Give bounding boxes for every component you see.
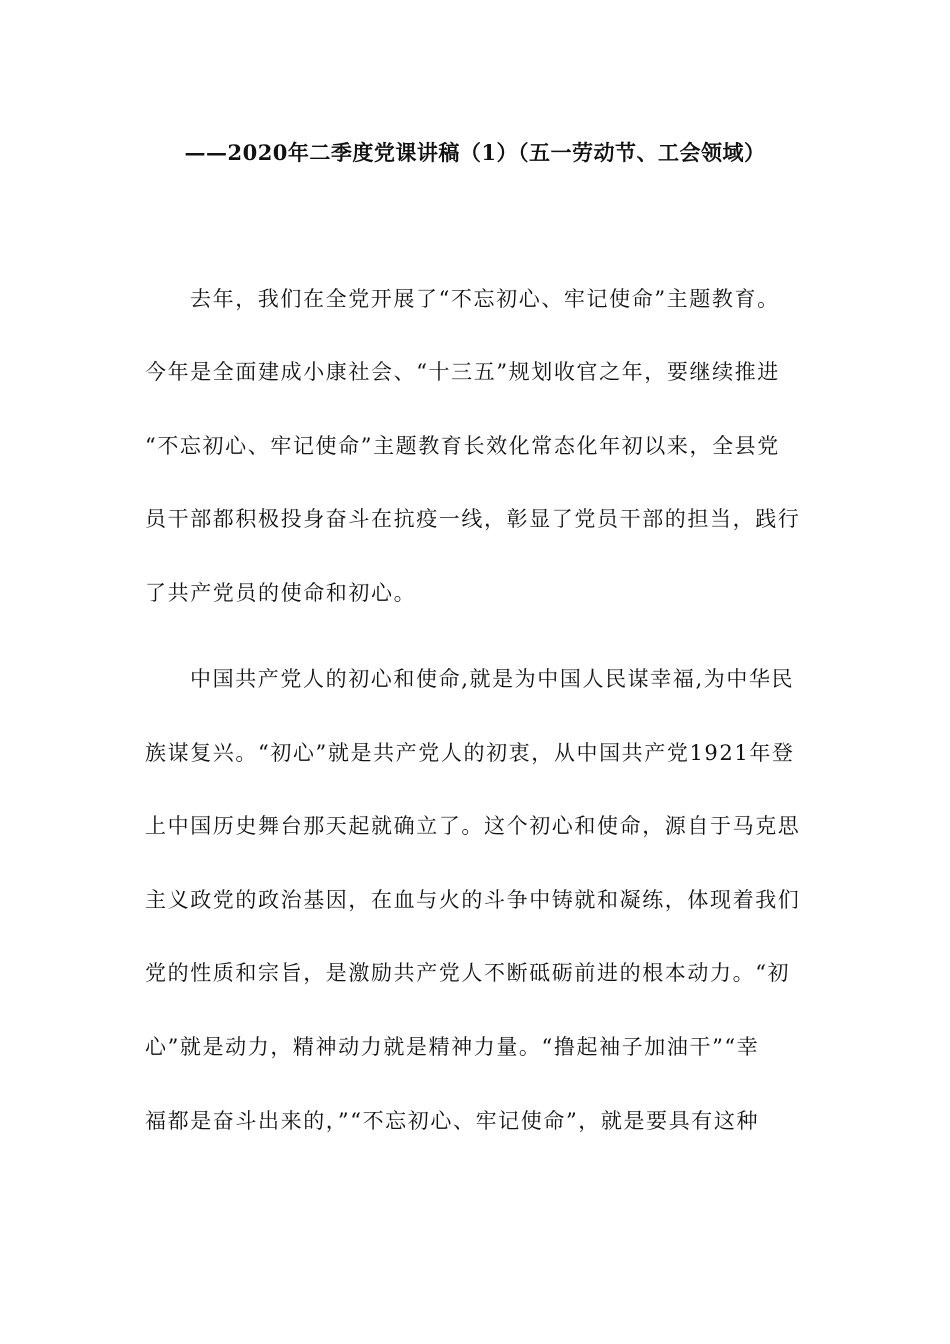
paragraph-line: 主义政党的政治基因，在血与火的斗争中铸就和凝练，体现着我们 bbox=[145, 888, 801, 912]
paragraph-line: 族谋复兴。“初心”就是共产党人的初衷，从中国共产党1921年登 bbox=[145, 741, 795, 765]
paragraph-line: 去年，我们在全党开展了“不忘初心、牢记使命”主题教育。 bbox=[190, 287, 780, 311]
paragraph-line: 福都是奋斗出来的，”“不忘初心、牢记使命”，就是要具有这种 bbox=[145, 1109, 760, 1133]
paragraph-line: 员干部都积极投身奋斗在抗疫一线，彰显了党员干部的担当，践行 bbox=[145, 507, 801, 531]
paragraph-line: 上中国历史舞台那天起就确立了。这个初心和使命，源自于马克思 bbox=[145, 814, 801, 838]
paragraph-line: “不忘初心、牢记使命”主题教育长效化常态化年初以来，全县党 bbox=[145, 434, 780, 458]
paragraph-line: 今年是全面建成小康社会、“十三五”规划收官之年，要继续推进 bbox=[145, 360, 780, 384]
document-title: ——2020年二季度党课讲稿（1）（五一劳动节、工会领域） bbox=[184, 140, 766, 165]
paragraph-line: 心”就是动力，精神动力就是精神力量。“撸起袖子加油干”“幸 bbox=[145, 1035, 760, 1059]
paragraph-line: 了共产党员的使命和初心。 bbox=[145, 581, 417, 605]
paragraph-line: 党的性质和宗旨，是激励共产党人不断砥砺前进的根本动力。“初 bbox=[145, 961, 791, 985]
paragraph-line: 中国共产党人的初心和使命,就是为中国人民谋幸福,为中华民 bbox=[190, 667, 795, 691]
